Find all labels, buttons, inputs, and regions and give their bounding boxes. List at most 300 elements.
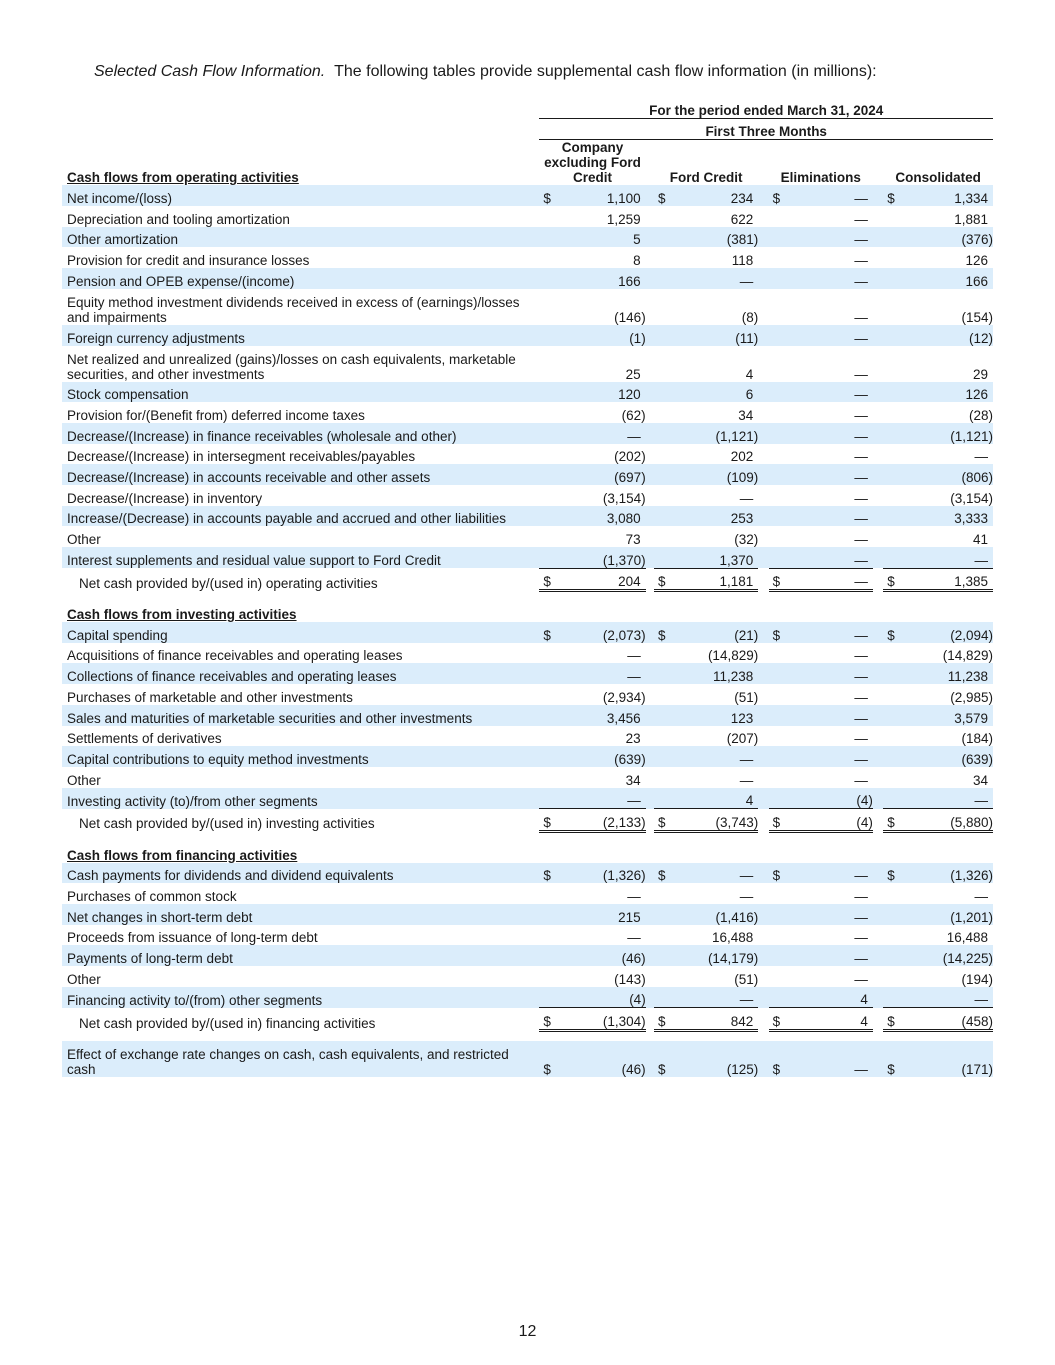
currency-symbol	[769, 746, 788, 767]
table-row	[62, 423, 993, 444]
currency-symbol	[769, 726, 788, 747]
row-value: —	[974, 449, 988, 465]
row-value: 202	[730, 449, 754, 465]
currency-symbol	[883, 206, 902, 227]
row-value: —	[673, 746, 758, 767]
row-value: (1,201)	[902, 904, 993, 925]
table-row	[62, 945, 993, 966]
row-value: 34	[625, 772, 641, 788]
row-value: (14,829)	[942, 648, 993, 664]
row-value: —	[673, 268, 758, 289]
row-label: Depreciation and tooling amortization	[67, 211, 290, 227]
row-value: 4	[673, 788, 758, 809]
row-value: (46)	[558, 1041, 646, 1077]
row-value: (3,743)	[673, 809, 758, 832]
table-row	[62, 485, 993, 506]
table-row	[62, 382, 993, 403]
currency-symbol: $	[883, 863, 902, 884]
currency-symbol	[769, 444, 788, 465]
currency-symbol	[769, 268, 788, 289]
intro-paragraph	[94, 63, 877, 81]
row-label: Capital spending	[62, 622, 539, 643]
row-value: —	[673, 987, 758, 1008]
table-row	[62, 464, 993, 485]
currency-symbol	[883, 247, 902, 268]
currency-symbol	[539, 925, 558, 946]
currency-symbol	[539, 325, 558, 346]
currency-symbol: $	[539, 568, 558, 591]
table-row	[62, 925, 993, 946]
row-value: —	[739, 889, 754, 904]
currency-symbol	[883, 767, 902, 788]
currency-symbol	[539, 643, 558, 664]
table-row	[62, 904, 993, 925]
currency-symbol	[539, 346, 558, 382]
currency-symbol	[539, 966, 558, 987]
currency-symbol	[654, 925, 673, 946]
row-value: —	[787, 227, 872, 248]
currency-symbol	[883, 423, 902, 444]
column-header-consolidated: Consolidated	[895, 170, 981, 186]
currency-symbol	[654, 767, 673, 788]
currency-symbol	[654, 346, 673, 382]
currency-symbol: $	[654, 809, 673, 832]
row-value: 34	[972, 772, 988, 788]
row-value: —	[854, 731, 868, 747]
currency-symbol	[654, 506, 673, 527]
currency-symbol	[883, 705, 902, 726]
row-label: Other	[67, 772, 101, 788]
row-label: Other	[67, 971, 101, 987]
row-label: Collections of finance receivables and operating leases	[62, 663, 539, 684]
row-value: 120	[558, 382, 646, 403]
row-value: (376)	[902, 227, 993, 248]
row-value: (639)	[902, 746, 993, 767]
currency-symbol	[883, 268, 902, 289]
section-title-investing: Cash flows from investing activities	[67, 607, 297, 623]
row-label: Sales and maturities of marketable securities and other investments	[62, 705, 539, 726]
row-value: 123	[673, 705, 758, 726]
row-value: —	[854, 253, 868, 269]
row-value: 253	[673, 506, 758, 527]
row-value: 1,259	[606, 211, 641, 227]
row-value: —	[627, 930, 641, 946]
currency-symbol	[769, 346, 788, 382]
currency-symbol	[769, 247, 788, 268]
currency-symbol	[539, 464, 558, 485]
row-value: (4)	[787, 788, 872, 809]
table-row	[62, 402, 993, 423]
row-label: Proceeds from issuance of long-term debt	[67, 930, 318, 946]
row-value: —	[854, 211, 868, 227]
currency-symbol	[883, 402, 902, 423]
row-value: 204	[558, 568, 646, 591]
row-value: —	[787, 1041, 872, 1077]
currency-symbol	[539, 423, 558, 444]
currency-symbol	[539, 987, 558, 1008]
row-value: (184)	[961, 731, 993, 747]
row-value: —	[739, 490, 754, 506]
currency-symbol	[654, 247, 673, 268]
currency-symbol	[769, 767, 788, 788]
row-value: (3,154)	[950, 490, 993, 506]
row-value: 23	[625, 731, 641, 747]
row-value: —	[787, 568, 872, 591]
row-label: Decrease/(Increase) in accounts receivable and other assets	[62, 464, 539, 485]
row-value: (32)	[734, 532, 759, 547]
row-label: Acquisitions of finance receivables and operating leases	[67, 648, 403, 664]
currency-symbol	[539, 227, 558, 248]
table-row	[62, 705, 993, 726]
row-value: (28)	[968, 407, 993, 423]
currency-symbol	[654, 966, 673, 987]
row-label: Net cash provided by/(used in) investing activities	[79, 816, 375, 832]
row-value: —	[787, 705, 872, 726]
currency-symbol	[654, 382, 673, 403]
row-value: —	[627, 648, 641, 664]
row-value: 126	[902, 382, 993, 403]
table-row	[62, 547, 993, 568]
row-label: Cash payments for dividends and dividend equivalents	[62, 863, 539, 884]
row-value: 4	[787, 1008, 872, 1031]
currency-symbol: $	[769, 863, 788, 884]
currency-symbol	[539, 726, 558, 747]
currency-symbol	[539, 945, 558, 966]
column-header-company: Company excluding Ford Credit	[544, 140, 641, 186]
currency-symbol	[654, 643, 673, 664]
currency-symbol	[883, 506, 902, 527]
row-label: Interest supplements and residual value support to Ford Credit	[62, 547, 539, 568]
currency-symbol	[883, 464, 902, 485]
currency-symbol: $	[654, 863, 673, 884]
table-row	[62, 726, 993, 747]
currency-symbol	[769, 526, 788, 547]
row-label: Equity method investment dividends received in excess of (earnings)/losses and impairments	[67, 294, 520, 325]
row-value: (458)	[902, 1008, 993, 1031]
row-value: 25	[625, 366, 641, 382]
currency-symbol	[769, 423, 788, 444]
row-value: —	[627, 889, 641, 904]
currency-symbol	[654, 485, 673, 506]
row-label: Decrease/(Increase) in finance receivables (wholesale and other)	[62, 423, 539, 444]
row-spacer	[62, 1031, 993, 1042]
currency-symbol	[654, 726, 673, 747]
currency-symbol: $	[769, 185, 788, 206]
intro-title: Selected Cash Flow Information.	[94, 63, 326, 80]
currency-symbol	[654, 289, 673, 325]
row-value: (5,880)	[902, 809, 993, 832]
row-value: —	[739, 772, 754, 788]
row-value: —	[854, 930, 868, 946]
row-label: Net realized and unrealized (gains)/losses on cash equivalents, marketable securities, and other investments	[67, 351, 516, 382]
row-label: Effect of exchange rate changes on cash, cash equivalents, and restricted cash	[62, 1041, 539, 1077]
total-row	[62, 1008, 993, 1031]
currency-symbol	[654, 526, 673, 547]
row-value: 73	[625, 532, 641, 547]
row-value: (14,179)	[673, 945, 758, 966]
row-value: 29	[972, 366, 988, 382]
column-header-ford-credit: Ford Credit	[669, 170, 743, 186]
row-value: (2,985)	[950, 689, 993, 705]
currency-symbol	[539, 746, 558, 767]
table-row	[62, 206, 993, 227]
currency-symbol	[883, 325, 902, 346]
row-value: (14,225)	[902, 945, 993, 966]
period-header: For the period ended March 31, 2024	[539, 97, 993, 118]
table-row	[62, 746, 993, 767]
currency-symbol	[539, 904, 558, 925]
row-value: 4	[787, 987, 872, 1008]
row-value: 126	[965, 253, 988, 269]
row-value: —	[854, 971, 868, 987]
row-value: 622	[730, 211, 754, 227]
currency-symbol	[654, 423, 673, 444]
currency-symbol	[654, 904, 673, 925]
row-value: —	[787, 325, 872, 346]
currency-symbol	[883, 883, 902, 904]
table-row	[62, 643, 993, 664]
row-value: —	[558, 663, 646, 684]
row-value: (1,121)	[673, 423, 758, 444]
row-label: Provision for/(Benefit from) deferred income taxes	[67, 407, 365, 423]
row-value: (51)	[734, 689, 759, 705]
row-value: —	[854, 309, 868, 325]
currency-symbol	[883, 547, 902, 568]
row-value: 16,488	[946, 930, 988, 946]
intro-text: The following tables provide supplemental cash flow information (in millions):	[334, 63, 877, 80]
row-label: Other	[67, 532, 101, 547]
currency-symbol: $	[769, 1008, 788, 1031]
row-value: —	[854, 366, 868, 382]
row-value: 3,080	[558, 506, 646, 527]
row-value: (46)	[558, 945, 646, 966]
currency-symbol	[883, 925, 902, 946]
table-row	[62, 863, 993, 884]
currency-symbol	[883, 746, 902, 767]
row-value: —	[787, 382, 872, 403]
currency-symbol	[654, 325, 673, 346]
row-value: (2,934)	[602, 689, 646, 705]
currency-symbol	[769, 925, 788, 946]
currency-symbol	[539, 382, 558, 403]
currency-symbol	[654, 206, 673, 227]
row-value: —	[787, 863, 872, 884]
row-value: 166	[902, 268, 993, 289]
currency-symbol	[654, 684, 673, 705]
row-label: Net cash provided by/(used in) operating activities	[79, 575, 378, 591]
table-row	[62, 966, 993, 987]
table-row	[62, 663, 993, 684]
row-value: —	[787, 622, 872, 643]
table-row	[62, 325, 993, 346]
row-value: —	[854, 407, 868, 423]
row-value: (11)	[673, 325, 758, 346]
currency-symbol	[654, 705, 673, 726]
row-value: —	[854, 889, 868, 904]
currency-symbol	[654, 945, 673, 966]
row-value: 166	[558, 268, 646, 289]
row-value: —	[673, 863, 758, 884]
row-value: 11,238	[673, 663, 758, 684]
row-label: Settlements of derivatives	[67, 731, 222, 747]
currency-symbol: $	[539, 1008, 558, 1031]
row-value: 41	[972, 532, 988, 547]
section-title-operating: Cash flows from operating activities	[67, 170, 299, 186]
currency-symbol	[883, 289, 902, 325]
row-value: (1,326)	[902, 863, 993, 884]
currency-symbol	[539, 485, 558, 506]
currency-symbol	[654, 746, 673, 767]
row-value: —	[854, 490, 868, 506]
row-value: —	[854, 532, 868, 547]
currency-symbol: $	[769, 809, 788, 832]
row-value: —	[854, 648, 868, 664]
row-value: (4)	[558, 987, 646, 1008]
currency-symbol	[769, 904, 788, 925]
row-value: 118	[731, 253, 754, 269]
row-spacer	[62, 591, 993, 602]
currency-symbol	[883, 904, 902, 925]
row-value: 842	[673, 1008, 758, 1031]
row-value: 215	[558, 904, 646, 925]
table-row	[62, 185, 993, 206]
currency-symbol: $	[539, 809, 558, 832]
row-value: 1,385	[902, 568, 993, 591]
row-value: 1,881	[954, 211, 988, 227]
fx-row	[62, 1041, 993, 1077]
row-label: Payments of long-term debt	[62, 945, 539, 966]
row-value: —	[787, 464, 872, 485]
currency-symbol	[539, 526, 558, 547]
row-value: —	[787, 506, 872, 527]
currency-symbol	[883, 227, 902, 248]
row-value: —	[787, 547, 872, 568]
table-row	[62, 526, 993, 547]
row-spacer	[62, 831, 993, 842]
currency-symbol: $	[539, 622, 558, 643]
row-value: 8	[633, 253, 641, 269]
row-value: (146)	[614, 309, 646, 325]
row-value: (2,073)	[558, 622, 646, 643]
row-value: (154)	[961, 309, 993, 325]
row-value: (4)	[787, 809, 872, 832]
currency-symbol	[883, 485, 902, 506]
row-value: (125)	[673, 1041, 758, 1077]
section-row-financing	[62, 842, 993, 863]
currency-symbol	[883, 526, 902, 547]
currency-symbol	[654, 788, 673, 809]
table-row	[62, 289, 993, 325]
table-row	[62, 684, 993, 705]
currency-symbol	[654, 402, 673, 423]
table-row	[62, 788, 993, 809]
page-number: 12	[518, 1323, 537, 1340]
currency-symbol	[539, 444, 558, 465]
section-row-investing	[62, 601, 993, 622]
table-row	[62, 622, 993, 643]
row-value: 234	[673, 185, 758, 206]
row-value: —	[854, 772, 868, 788]
currency-symbol	[769, 506, 788, 527]
currency-symbol	[883, 945, 902, 966]
currency-symbol	[539, 788, 558, 809]
row-label: Purchases of marketable and other investments	[67, 689, 353, 705]
currency-symbol	[769, 382, 788, 403]
currency-symbol	[654, 663, 673, 684]
row-value: —	[787, 663, 872, 684]
currency-symbol	[654, 464, 673, 485]
currency-symbol	[654, 987, 673, 1008]
table-row	[62, 247, 993, 268]
row-value: —	[787, 268, 872, 289]
currency-symbol	[883, 643, 902, 664]
table-row	[62, 444, 993, 465]
currency-symbol: $	[539, 863, 558, 884]
row-value: 1,100	[558, 185, 646, 206]
row-label: Net cash provided by/(used in) financing activities	[79, 1015, 376, 1031]
currency-symbol: $	[883, 1008, 902, 1031]
currency-symbol	[769, 788, 788, 809]
row-value: 11,238	[902, 663, 993, 684]
row-value: —	[902, 987, 993, 1008]
row-value: (171)	[902, 1041, 993, 1077]
row-value: —	[974, 889, 988, 904]
currency-symbol	[654, 547, 673, 568]
currency-symbol	[769, 325, 788, 346]
currency-symbol	[539, 206, 558, 227]
row-label: Decrease/(Increase) in intersegment receivables/payables	[67, 449, 416, 465]
row-value: (3,154)	[602, 490, 646, 506]
row-label: Pension and OPEB expense/(income)	[62, 268, 539, 289]
currency-symbol	[654, 883, 673, 904]
currency-symbol	[539, 883, 558, 904]
currency-symbol	[539, 268, 558, 289]
currency-symbol	[539, 247, 558, 268]
table-row	[62, 268, 993, 289]
table-row	[62, 767, 993, 788]
row-label: Net income/(loss)	[62, 185, 539, 206]
row-value: (62)	[621, 407, 646, 423]
row-label: Investing activity (to)/from other segments	[62, 788, 539, 809]
row-value: (1,304)	[558, 1008, 646, 1031]
currency-symbol	[769, 464, 788, 485]
row-value: —	[787, 904, 872, 925]
row-value: (143)	[614, 971, 646, 987]
currency-symbol	[883, 346, 902, 382]
currency-symbol	[539, 684, 558, 705]
row-value: 3,579	[902, 705, 993, 726]
currency-symbol: $	[769, 568, 788, 591]
row-value: (8)	[741, 309, 759, 325]
row-label: Foreign currency adjustments	[62, 325, 539, 346]
row-value: (1,416)	[673, 904, 758, 925]
row-value: 5	[558, 227, 646, 248]
row-label: Purchases of common stock	[67, 889, 237, 904]
currency-symbol	[883, 684, 902, 705]
row-value: 6	[673, 382, 758, 403]
currency-symbol	[769, 966, 788, 987]
row-value: —	[902, 547, 993, 568]
row-value: 16,488	[711, 930, 754, 946]
row-value: —	[787, 945, 872, 966]
currency-symbol	[769, 227, 788, 248]
row-value: (639)	[558, 746, 646, 767]
currency-symbol	[769, 883, 788, 904]
currency-symbol	[539, 402, 558, 423]
row-label: Net changes in short-term debt	[62, 904, 539, 925]
currency-symbol	[539, 767, 558, 788]
row-value: —	[787, 423, 872, 444]
